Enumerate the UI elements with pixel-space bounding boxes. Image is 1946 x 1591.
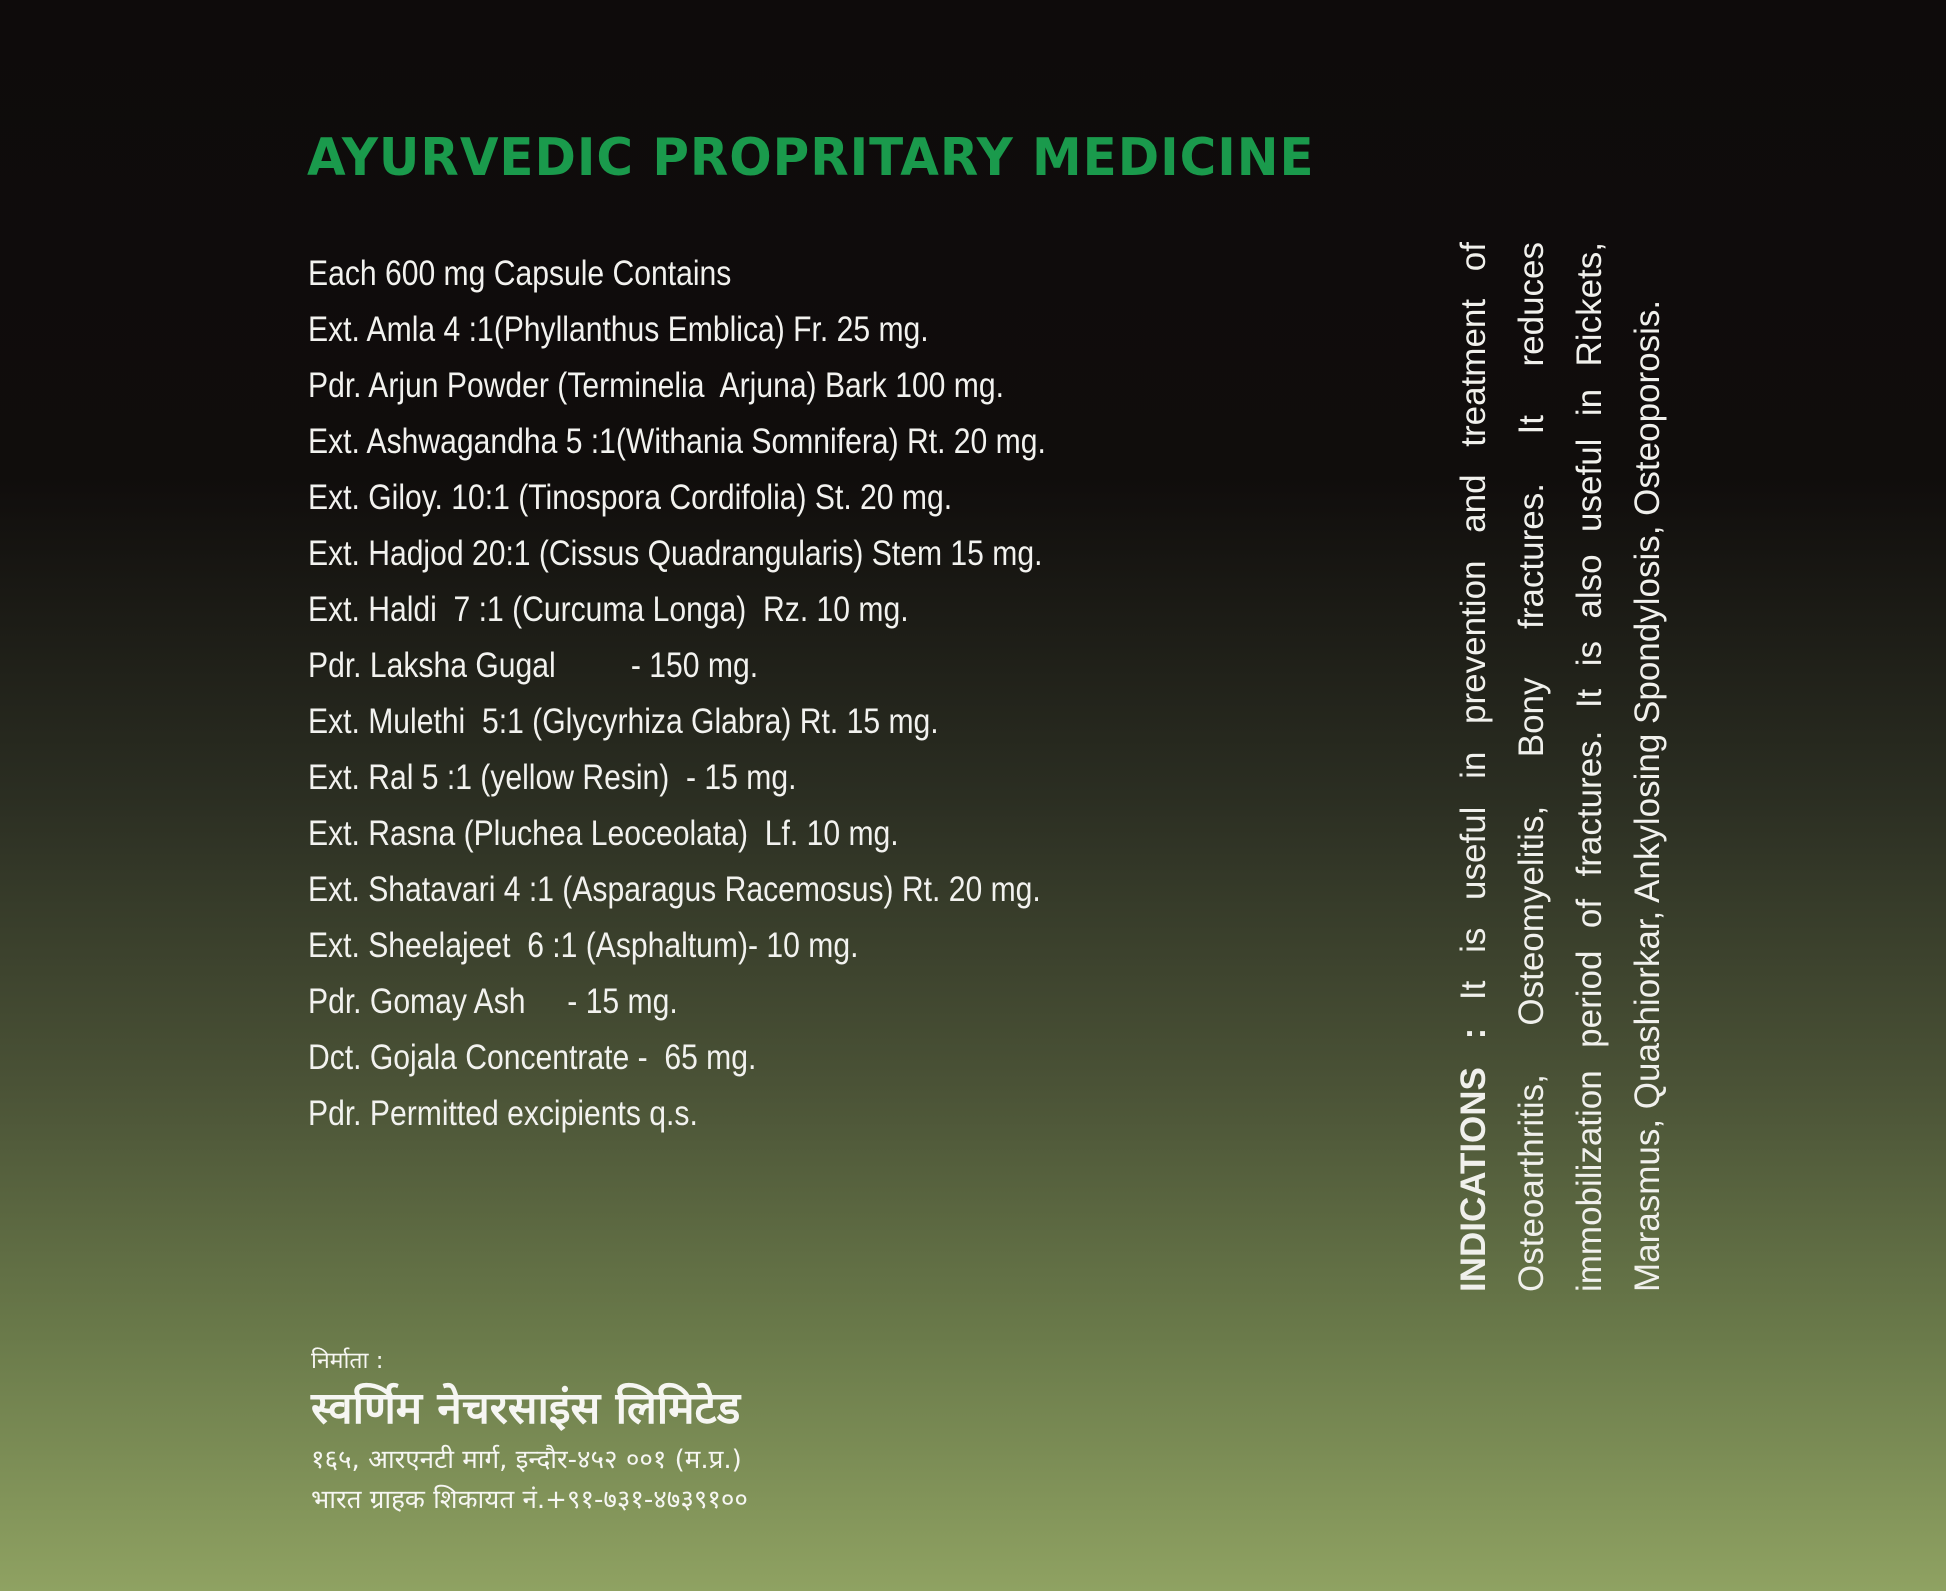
composition-list [308,246,1166,1142]
consumer-complaint-number: भारत ग्राहक शिकायत नं.+९१-७३१-४७३९१०० [311,1485,748,1515]
indications-label: INDICATIONS : [1454,1000,1493,1292]
product-category-heading: AYURVEDIC PROPRITARY MEDICINE [307,128,1315,188]
manufacturer-label: निर्माता : [311,1348,384,1374]
ingredient-line: Pdr. Gomay Ash - 15 mg. [308,982,678,1021]
excipients-line: Pdr. Permitted excipients q.s. [308,1094,698,1133]
indications-block [1445,242,1677,1292]
ingredient-line: Ext. Haldi 7 :1 (Curcuma Longa) Rz. 10 mg. [308,590,909,629]
manufacturer-block [311,1344,748,1520]
ingredient-line: Ext. Hadjod 20:1 (Cissus Quadrangularis) Stem 15 mg. [308,534,1043,573]
indications-text: It is useful in prevention and treatment of Osteoarthritis, Osteomyelitis, Bony fractures. It reduces immobilization period of fractures. It is also useful in Rickets, Marasmus, Quashiorkar, Ankylosing Spondylosis, Osteoporosis. [1454,242,1667,1292]
ingredient-line: Ext. Mulethi 5:1 (Glycyrhiza Glabra) Rt. 15 mg. [308,702,939,741]
ingredient-line: Pdr. Arjun Powder (Terminelia Arjuna) Bark 100 mg. [308,366,1004,405]
ingredient-line: Ext. Rasna (Pluchea Leoceolata) Lf. 10 mg. [308,814,899,853]
composition-header: Each 600 mg Capsule Contains [308,254,732,293]
ingredient-line: Ext. Sheelajeet 6 :1 (Asphaltum)- 10 mg. [308,926,859,965]
ingredient-line: Ext. Amla 4 :1(Phyllanthus Emblica) Fr. 25 mg. [308,310,929,349]
ingredient-line: Ext. Giloy. 10:1 (Tinospora Cordifolia) St. 20 mg. [308,478,953,517]
ingredient-line: Ext. Shatavari 4 :1 (Asparagus Racemosus) Rt. 20 mg. [308,870,1041,909]
manufacturer-address: १६५, आरएनटी मार्ग, इन्दौर-४५२ ००१ (म.प्र.) [311,1445,742,1475]
manufacturer-name: स्वर्णिम नेचरसाइंस लिमिटेड [311,1383,741,1434]
ingredient-line: Pdr. Laksha Gugal - 150 mg. [308,646,759,685]
ingredient-line: Ext. Ashwagandha 5 :1(Withania Somnifera) Rt. 20 mg. [308,422,1046,461]
ingredient-line: Dct. Gojala Concentrate - 65 mg. [308,1038,757,1077]
ingredient-line: Ext. Ral 5 :1 (yellow Resin) - 15 mg. [308,758,797,797]
